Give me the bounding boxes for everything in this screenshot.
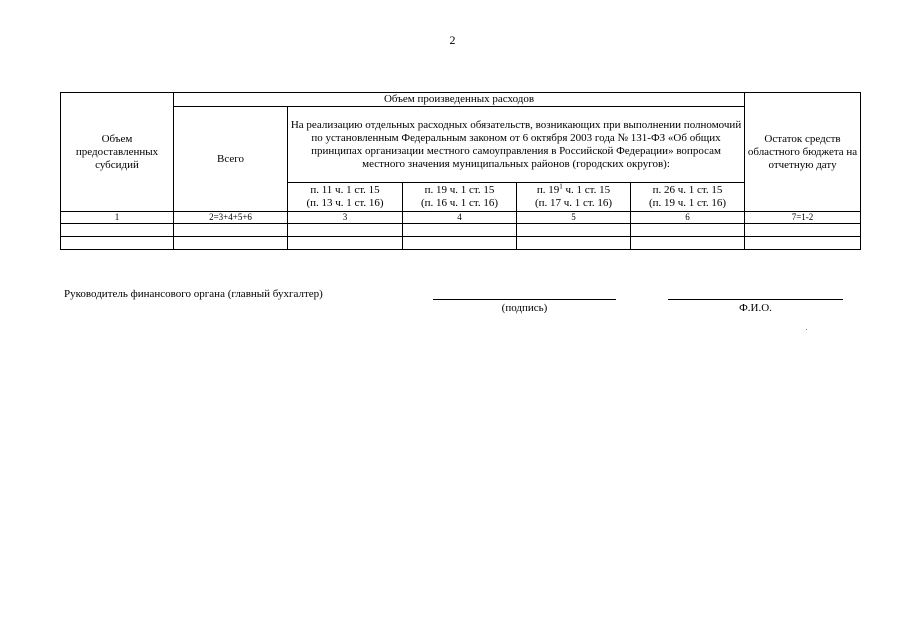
header-subsidies: Объем предоставленных субсидий	[61, 93, 174, 212]
column-number: 2=3+4+5+6	[174, 212, 288, 224]
empty-cell	[288, 224, 403, 237]
table-row	[61, 224, 861, 237]
signatory-label: Руководитель финансового органа (главный бухгалтер)	[64, 288, 323, 300]
subcolumn-header	[517, 183, 631, 212]
subcolumn-line2: (п. 19 ч. 1 ст. 16)	[648, 197, 727, 209]
scan-speck	[806, 329, 807, 330]
subcolumn-header	[403, 183, 517, 212]
subcolumn-line1-post: ч. 1 ст. 15	[562, 184, 611, 196]
empty-cell	[631, 237, 745, 250]
empty-cell	[403, 237, 517, 250]
column-number: 4	[403, 212, 517, 224]
header-total: Всего	[174, 107, 288, 212]
subcolumn-line1-pre: п. 19	[536, 184, 560, 196]
empty-cell	[288, 237, 403, 250]
expenditure-report-table	[60, 92, 861, 250]
header-balance: Остаток средств областного бюджета на отчетную дату	[745, 93, 861, 212]
column-number: 5	[517, 212, 631, 224]
signature-block	[0, 288, 905, 328]
column-number: 6	[631, 212, 745, 224]
column-number: 1	[61, 212, 174, 224]
column-number-row	[61, 212, 861, 224]
table-row	[61, 237, 861, 250]
subcolumn-line1: п. 11 ч. 1 ст. 15	[310, 184, 380, 196]
signature-line	[433, 299, 616, 300]
full-name-line	[668, 299, 843, 300]
empty-cell	[631, 224, 745, 237]
empty-cell	[517, 224, 631, 237]
header-row-group	[61, 93, 861, 107]
full-name-caption: Ф.И.О.	[739, 302, 772, 314]
empty-cell	[745, 224, 861, 237]
empty-cell	[61, 237, 174, 250]
empty-cell	[174, 224, 288, 237]
column-number: 7=1-2	[745, 212, 861, 224]
empty-cell	[174, 237, 288, 250]
empty-cell	[517, 237, 631, 250]
header-obligations-description: На реализацию отдельных расходных обязательств, возникающих при выполнении полномочий по установленным Федеральным законом от 6 октября 2003 года № 131-ФЗ «Об общих принципах организации местного самоуправления в Российской Федерации» вопросам местного значения муниципальных районов (городских округов):	[288, 107, 745, 183]
empty-cell	[745, 237, 861, 250]
page-number: 2	[449, 33, 456, 47]
subcolumn-line2: (п. 17 ч. 1 ст. 16)	[534, 197, 613, 209]
header-row-description	[61, 107, 861, 183]
subcolumn-header	[631, 183, 745, 212]
signature-caption: (подпись)	[501, 302, 548, 314]
subcolumn-line2: (п. 13 ч. 1 ст. 16)	[306, 197, 384, 209]
subcolumn-line1: п. 26 ч. 1 ст. 15	[652, 184, 723, 196]
subcolumn-header	[288, 183, 403, 212]
subcolumn-line2: (п. 16 ч. 1 ст. 16)	[420, 197, 499, 209]
column-number: 3	[288, 212, 403, 224]
empty-cell	[403, 224, 517, 237]
empty-cell	[61, 224, 174, 237]
subcolumn-line1: п. 19 ч. 1 ст. 15	[424, 184, 495, 196]
header-expenses-group: Объем произведенных расходов	[174, 93, 745, 107]
subcolumn-line1-superscript: 1	[559, 182, 563, 191]
